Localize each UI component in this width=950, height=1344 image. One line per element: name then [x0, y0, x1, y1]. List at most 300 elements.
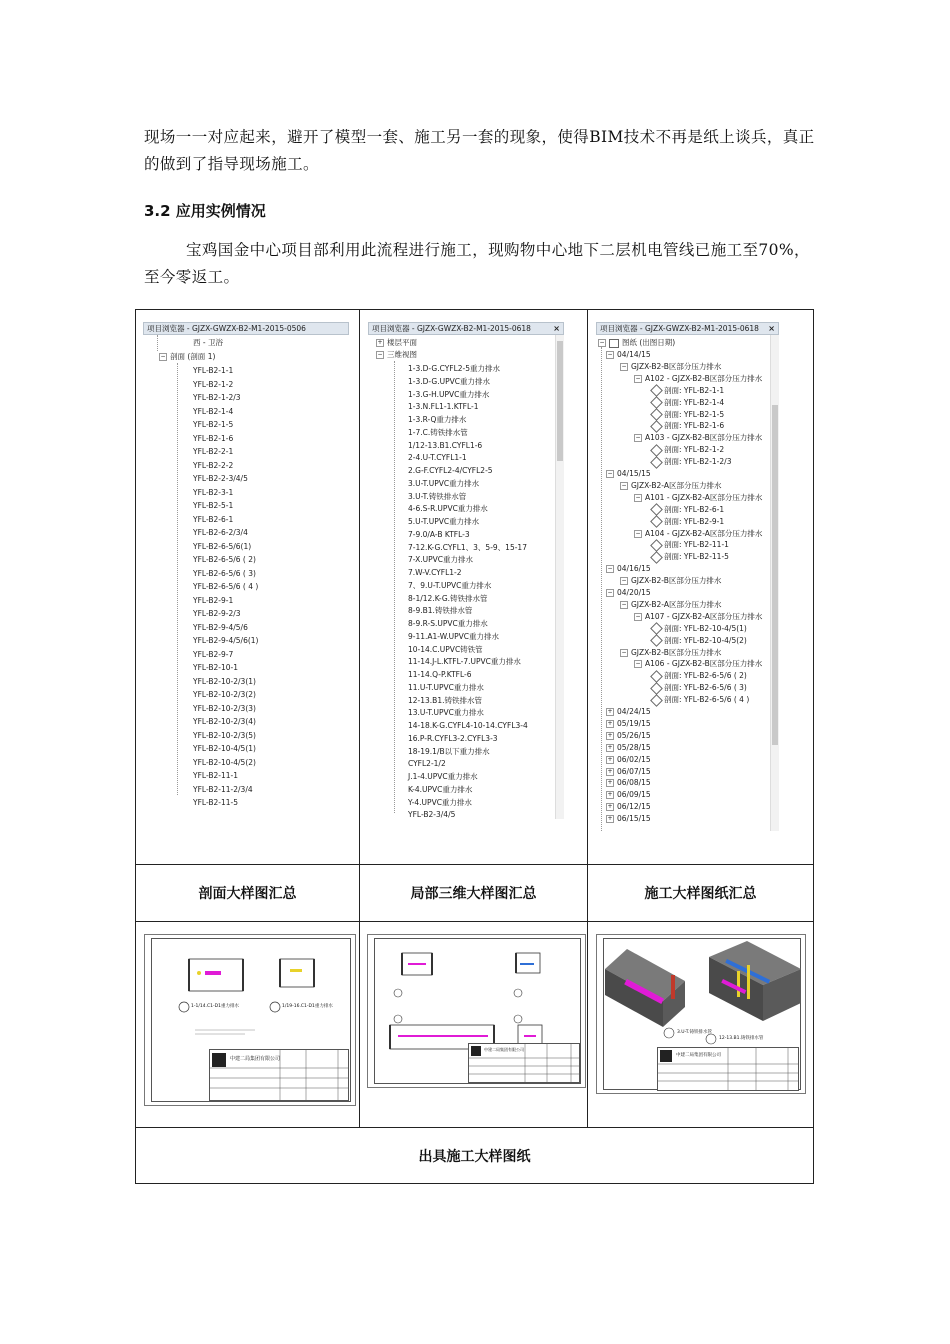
- tree-item-label: 1-3.G-H.UPVC重力排水: [408, 389, 490, 399]
- tree-item[interactable]: [634, 492, 762, 504]
- tree-item[interactable]: [652, 409, 724, 421]
- tree-item-label: YFL-B2-6-5/6(1): [193, 541, 252, 551]
- tree-item[interactable]: [193, 649, 233, 661]
- tree-item[interactable]: [193, 568, 256, 580]
- tree-item[interactable]: [193, 716, 256, 728]
- tree-item-label: 7-9.0/A-B KTFL-3: [408, 529, 470, 539]
- tree-item[interactable]: [193, 676, 256, 688]
- tree-item[interactable]: [606, 789, 651, 801]
- tree-item[interactable]: [193, 446, 233, 458]
- collapse-icon[interactable]: −: [599, 339, 605, 346]
- tree-item[interactable]: [408, 414, 466, 426]
- tree-item-label: 05/28/15: [617, 742, 651, 752]
- table-divider: [359, 921, 360, 1127]
- tree-item-label: YFL-B2-10-4/5(2): [193, 757, 256, 767]
- tree-item-label: 06/15/15: [617, 814, 651, 824]
- tree-item-label: 10-14.C.UPVC铸铁管: [408, 644, 483, 654]
- view-icon: [650, 408, 663, 421]
- table-divider: [136, 864, 813, 865]
- tree-item[interactable]: [193, 406, 233, 418]
- tree-item-label: GJZX-B2-B区部分压力排水: [631, 647, 722, 657]
- tree-item-label: 13.U-T.UPVC重力排水: [408, 708, 484, 718]
- scrollbar[interactable]: [770, 335, 779, 831]
- tree-item[interactable]: [408, 503, 488, 515]
- tree-item-label: GJZX-B2-B区部分压力排水: [631, 576, 722, 586]
- tree-item[interactable]: [652, 682, 747, 694]
- expand-icon[interactable]: +: [607, 815, 613, 823]
- tree-item-label: 剖面: YFL-B2-1-2: [664, 445, 725, 455]
- tree-item[interactable]: [408, 758, 446, 770]
- tree-item-label: 1-3.N.FL1-1.KTFL-1: [408, 402, 479, 412]
- tree-item[interactable]: [193, 730, 256, 742]
- tree-item[interactable]: [652, 444, 724, 456]
- tree-guide: [157, 335, 158, 351]
- tree-item-label: 04/15/15: [617, 469, 651, 478]
- tree-item[interactable]: [193, 527, 248, 539]
- title-block: [468, 1043, 580, 1083]
- tree-item-label: A102 - GJZX-B2-B区部分压力排水: [645, 373, 763, 383]
- tree-item[interactable]: [408, 401, 479, 413]
- tree-item[interactable]: [193, 554, 256, 566]
- tree-node[interactable]: [376, 349, 417, 361]
- tree-item-label: CYFL2-1/2: [408, 759, 446, 769]
- tree-item-label: Y-4.UPVC重力排水: [408, 797, 472, 807]
- tree-item-label: 05/19/15: [617, 718, 651, 728]
- scrollbar[interactable]: [555, 335, 564, 819]
- tree-guide: [394, 361, 395, 813]
- tree-item-label: 1-3.R-Q重力排水: [408, 415, 467, 424]
- tree-item[interactable]: [193, 581, 258, 593]
- tree-item[interactable]: [193, 514, 233, 526]
- tree-item[interactable]: [193, 500, 233, 512]
- tree-item[interactable]: [193, 365, 233, 377]
- tree-item-label: YFL-B2-1-2: [193, 379, 234, 389]
- tree-item[interactable]: [408, 542, 527, 554]
- tree-item-label: GJZX-B2-A区部分压力排水: [631, 599, 722, 609]
- tree-item[interactable]: [620, 480, 721, 492]
- drawing-sheet-1[interactable]: [144, 934, 356, 1106]
- tree-item[interactable]: [652, 456, 731, 468]
- view-icon: [650, 444, 663, 457]
- expand-icon[interactable]: +: [607, 708, 613, 715]
- collapse-icon[interactable]: −: [607, 470, 613, 477]
- collapse-icon[interactable]: −: [621, 362, 627, 370]
- tree-item-label: 04/24/15: [617, 707, 651, 716]
- tree-item-label: YFL-B2-5-1: [193, 501, 234, 510]
- tree-item[interactable]: [652, 385, 724, 397]
- tree-item[interactable]: [408, 720, 528, 732]
- view-icon: [650, 396, 663, 409]
- tree-view[interactable]: [143, 335, 349, 811]
- expand-icon[interactable]: +: [607, 767, 613, 775]
- project-browser-panel-2: [368, 322, 564, 818]
- tree-item[interactable]: [408, 797, 472, 809]
- tree-item-label: 06/09/15: [617, 790, 651, 800]
- tree-item-label: 04/14/15: [617, 350, 651, 359]
- tree-item[interactable]: [408, 440, 482, 452]
- table-divider: [587, 310, 588, 921]
- tree-item-label: 16.P-R.CYFL3-2.CYFL3-3: [408, 733, 498, 743]
- expand-icon[interactable]: +: [607, 791, 613, 799]
- tree-item-label: 剖面: YFL-B2-6-1: [664, 504, 725, 514]
- tree-item-label: YFL-B2-2-2: [193, 460, 234, 470]
- tree-item[interactable]: [620, 647, 721, 659]
- tree-item[interactable]: [606, 587, 651, 599]
- tree-item-label: YFL-B2-9-7: [193, 649, 234, 659]
- tree-item-label: 剖面: YFL-B2-6-5/6 ( 4 ): [664, 695, 750, 705]
- tree-item[interactable]: [408, 695, 482, 707]
- tree-item[interactable]: [408, 605, 472, 617]
- tree-item-label: YFL-B2-6-5/6 ( 3): [193, 568, 256, 578]
- tree-item-label: 剖面: YFL-B2-1-1: [664, 385, 725, 395]
- tree-item-label: 剖面: YFL-B2-9-1: [664, 516, 725, 526]
- tree-item[interactable]: [193, 608, 241, 620]
- tree-item[interactable]: [606, 730, 651, 742]
- tree-item-label: 06/08/15: [617, 778, 651, 788]
- caption-issue-drawings: 出具施工大样图纸: [418, 1149, 531, 1165]
- tree-item[interactable]: [606, 801, 651, 813]
- tree-item-label: YFL-B2-1-5: [193, 420, 234, 429]
- tree-item-label: A107 - GJZX-B2-A区部分压力排水: [645, 611, 763, 621]
- expand-icon[interactable]: +: [607, 719, 613, 727]
- panel-title: [368, 322, 564, 335]
- view-icon: [650, 682, 663, 695]
- tree-root[interactable]: [598, 337, 675, 349]
- expand-icon[interactable]: +: [607, 803, 613, 811]
- tree-item-label: YFL-B2-3/4/5: [408, 810, 456, 820]
- tree-item[interactable]: [193, 473, 248, 485]
- collapse-icon[interactable]: −: [621, 648, 627, 656]
- tree-item-label: YFL-B2-3-1: [193, 487, 234, 497]
- tree-group[interactable]: [159, 351, 215, 363]
- tree-item[interactable]: [193, 379, 233, 391]
- tree-view[interactable]: [596, 335, 779, 831]
- drawing-sheet-3[interactable]: [596, 934, 806, 1094]
- collapse-icon[interactable]: −: [607, 565, 613, 573]
- collapse-icon[interactable]: −: [160, 353, 166, 360]
- tree-item[interactable]: [634, 611, 762, 623]
- tree-item[interactable]: [652, 694, 749, 706]
- tree-item[interactable]: [652, 504, 724, 516]
- tree-item[interactable]: [193, 460, 233, 472]
- caption-3d-details: 局部三维大样图汇总: [410, 886, 537, 902]
- section-heading: 3.2 应用实例情况: [144, 202, 266, 220]
- tree-item[interactable]: [193, 337, 223, 349]
- tree-item[interactable]: [193, 635, 258, 647]
- tree-item-label: 3.U-T.UPVC重力排水: [408, 478, 480, 488]
- view-icon: [650, 694, 663, 707]
- tree-item[interactable]: [408, 529, 470, 541]
- tree-item-label: 06/12/15: [617, 802, 651, 812]
- tree-node[interactable]: [376, 337, 417, 349]
- tree-item-label: 1-3.D-G.UPVC重力排水: [408, 376, 490, 386]
- collapse-icon[interactable]: −: [635, 612, 641, 620]
- tree-item-label: YFL-B2-9-4/5/6: [193, 622, 248, 632]
- tree-item[interactable]: [408, 707, 484, 719]
- tree-item-label: 06/02/15: [617, 754, 651, 764]
- tree-item[interactable]: [193, 770, 238, 782]
- tree-item-label: YFL-B2-9-2/3: [193, 609, 241, 618]
- title-block-grid: [469, 1044, 579, 1082]
- project-browser-panel-3: [596, 322, 779, 830]
- title-block-grid: [210, 1050, 348, 1100]
- collapse-icon[interactable]: −: [377, 351, 383, 358]
- tree-item-label: K-4.UPVC重力排水: [408, 784, 473, 794]
- expand-icon[interactable]: +: [607, 731, 613, 739]
- tree-item[interactable]: [408, 631, 499, 643]
- tree-item-label: YFL-B2-2-1: [193, 447, 234, 456]
- tree-item[interactable]: [193, 689, 256, 701]
- close-icon[interactable]: ×: [768, 324, 775, 333]
- collapse-icon[interactable]: −: [635, 493, 641, 501]
- sheets-icon: [609, 339, 619, 348]
- tree-item-label: 剖面: YFL-B2-10-4/5(1): [664, 623, 747, 633]
- tree-item-label: J.1-4.UPVC重力排水: [408, 772, 478, 781]
- tree-item[interactable]: [193, 743, 256, 755]
- drawing-label: 12-13.B1.铸铁排水管: [719, 1036, 764, 1041]
- tree-item[interactable]: [606, 813, 651, 825]
- tree-item-label: 剖面: YFL-B2-6-5/6 ( 3): [664, 683, 747, 693]
- tree-item[interactable]: [408, 669, 472, 681]
- tree-item-label: 剖面: YFL-B2-11-1: [664, 540, 729, 550]
- paragraph-1: 现场一一对应起来，避开了模型一套、施工另一套的现象，使得BIM技术不再是纸上谈兵，真正的做到了指导现场施工。: [144, 128, 815, 173]
- tree-item[interactable]: [634, 528, 762, 540]
- tree-item-label: YFL-B2-6-2/3/4: [193, 528, 248, 537]
- figure-table: [135, 309, 814, 1184]
- tree-item-label: YFL-B2-1-2/3: [193, 393, 241, 402]
- expand-icon[interactable]: +: [607, 755, 613, 763]
- tree-item-label: 剖面: YFL-B2-11-5: [664, 552, 729, 562]
- tree-item[interactable]: [652, 397, 724, 409]
- tree-item[interactable]: [606, 468, 651, 480]
- tree-item[interactable]: [193, 662, 238, 674]
- tree-item[interactable]: [408, 771, 478, 783]
- collapse-icon[interactable]: −: [607, 589, 613, 596]
- tree-item[interactable]: [408, 376, 490, 388]
- tree-item-label: 7.W-V.CYFL1-2: [408, 568, 462, 577]
- tree-item[interactable]: [408, 516, 479, 528]
- tree-item[interactable]: [620, 361, 721, 373]
- tree-item-label: 9-11.A1-W.UPVC重力排水: [408, 631, 500, 641]
- company-name: 中建二局集团有限公司: [676, 1053, 721, 1058]
- tree-item-label: 1/12-13.B1.CYFL1-6: [408, 440, 483, 450]
- tree-item-label: 14-18.K-G.CYFL4-10-14.CYFL3-4: [408, 721, 528, 730]
- tree-item-label: 06/07/15: [617, 766, 651, 776]
- tree-item-label: 12-13.B1.铸铁排水管: [408, 695, 482, 705]
- expand-icon[interactable]: +: [607, 779, 613, 787]
- tree-item[interactable]: [193, 784, 253, 796]
- table-divider: [359, 310, 360, 921]
- tree-item[interactable]: [193, 433, 233, 445]
- collapse-icon[interactable]: −: [607, 351, 613, 358]
- view-icon: [650, 456, 663, 469]
- tree-item-label: GJZX-B2-A区部分压力排水: [631, 480, 722, 490]
- tree-item-label: YFL-B2-10-2/3(1): [193, 676, 256, 686]
- tree-item-label: 西 - 卫浴: [193, 338, 223, 347]
- tree-item[interactable]: [193, 797, 238, 809]
- tree-item[interactable]: [620, 599, 721, 611]
- tree-item-label: 7-X.UPVC重力排水: [408, 555, 474, 565]
- tree-item[interactable]: [408, 363, 500, 375]
- view-icon: [650, 515, 663, 528]
- tree-item-label: 1-3.D-G.CYFL2-5重力排水: [408, 364, 501, 373]
- tree-item[interactable]: [606, 754, 651, 766]
- tree-item-label: YFL-B2-2-3/4/5: [193, 474, 248, 483]
- collapse-icon[interactable]: −: [635, 374, 641, 382]
- expand-icon[interactable]: +: [377, 339, 383, 346]
- tree-item[interactable]: [652, 516, 724, 528]
- tree-item-label: YFL-B2-1-1: [193, 366, 234, 375]
- tree-item-label: YFL-B2-10-2/3(5): [193, 730, 256, 740]
- tree-item-label: YFL-B2-1-4: [193, 406, 234, 416]
- tree-item[interactable]: [652, 635, 747, 647]
- title-block-grid: [658, 1048, 798, 1090]
- tree-item-label: 1-7.C.铸铁排水管: [408, 427, 468, 437]
- tree-item[interactable]: [606, 563, 651, 575]
- tree-root-label: 图纸 (出图日期): [622, 338, 676, 347]
- table-divider: [136, 1127, 813, 1128]
- tree-item[interactable]: [193, 622, 248, 634]
- tree-item[interactable]: [620, 575, 721, 587]
- drawing-label: 3.U-T.铸铁排水管: [677, 1030, 712, 1035]
- tree-item-label: 剖面: YFL-B2-1-4: [664, 397, 725, 407]
- tree-item-label: 8-9.R-S.UPVC重力排水: [408, 619, 488, 628]
- collapse-icon[interactable]: −: [635, 660, 641, 668]
- tree-item-label: YFL-B2-6-1: [193, 514, 234, 524]
- tree-item[interactable]: [408, 784, 472, 796]
- tree-item[interactable]: [408, 656, 521, 668]
- tree-item[interactable]: [193, 419, 233, 431]
- tree-item-label: 04/20/15: [617, 588, 651, 597]
- tree-item-label: A103 - GJZX-B2-B区部分压力排水: [645, 433, 763, 443]
- tree-item-label: 11.U-T.UPVC重力排水: [408, 682, 484, 692]
- tree-item[interactable]: [193, 487, 233, 499]
- tree-item[interactable]: [408, 682, 484, 694]
- tree-item[interactable]: [408, 644, 483, 656]
- tree-item[interactable]: [652, 670, 747, 682]
- tree-item-label: GJZX-B2-B区部分压力排水: [631, 361, 722, 371]
- tree-view[interactable]: [368, 335, 564, 819]
- tree-item-label: 2-4.U-T.CYFL1-1: [408, 453, 467, 463]
- tree-item[interactable]: [606, 766, 651, 778]
- tree-item-label: 5.U-T.UPVC重力排水: [408, 517, 480, 526]
- tree-item-label: YFL-B2-10-2/3(2): [193, 690, 256, 699]
- tree-item-label: YFL-B2-11-2/3/4: [193, 784, 253, 794]
- tree-item-label: YFL-B2-10-2/3(3): [193, 703, 256, 713]
- collapse-icon[interactable]: −: [635, 434, 641, 442]
- paragraph-2: 宝鸡国金中心项目部利用此流程进行施工，现购物中心地下二层机电管线已施工至70%，至今零返工。: [144, 241, 810, 286]
- tree-guide: [177, 363, 178, 795]
- tree-item-label: 4-6.S-R.UPVC重力排水: [408, 504, 488, 514]
- tree-item-label: YFL-B2-11-1: [193, 771, 239, 780]
- view-icon: [650, 551, 663, 564]
- tree-item-label: YFL-B2-10-2/3(4): [193, 717, 256, 726]
- caption-section-details: 剖面大样图汇总: [198, 886, 297, 902]
- project-browser-panel-1: [143, 322, 349, 810]
- tree-item-label: YFL-B2-11-5: [193, 798, 239, 807]
- tree-item[interactable]: [408, 478, 479, 490]
- tree-item[interactable]: [408, 389, 489, 401]
- tree-item-label: YFL-B2-6-5/6 ( 4 ): [193, 582, 259, 591]
- tree-item[interactable]: [408, 733, 498, 745]
- tree-item[interactable]: [652, 420, 724, 432]
- tree-item-label: 7、9.U-T.UPVC重力排水: [408, 580, 492, 590]
- tree-item-label: 11-14.J-L.KTFL-7.UPVC重力排水: [408, 657, 521, 667]
- tree-item-label: YFL-B2-9-4/5/6(1): [193, 636, 259, 645]
- tree-item[interactable]: [193, 703, 256, 715]
- drawing-sheet-2[interactable]: [367, 934, 586, 1088]
- tree-item[interactable]: [606, 777, 651, 789]
- tree-item[interactable]: [408, 452, 467, 464]
- tree-item[interactable]: [652, 539, 729, 551]
- tree-item[interactable]: [193, 595, 233, 607]
- tree-item[interactable]: [408, 491, 466, 503]
- collapse-icon[interactable]: −: [621, 481, 627, 489]
- collapse-icon[interactable]: −: [621, 577, 627, 585]
- tree-item-label: 11-14.Q-P.KTFL-6: [408, 670, 472, 679]
- tree-item[interactable]: [193, 757, 256, 769]
- tree-item[interactable]: [408, 746, 490, 758]
- scrollbar-thumb[interactable]: [772, 405, 778, 745]
- tree-item-label: YFL-B2-10-1: [193, 663, 239, 672]
- tree-item[interactable]: [408, 618, 488, 630]
- tree-guide: [601, 347, 602, 831]
- tree-item-label: 05/26/15: [617, 730, 651, 740]
- tree-item[interactable]: [408, 427, 468, 439]
- caption-construction-drawings: 施工大样图纸汇总: [644, 886, 757, 902]
- tree-item-label: 剖面: YFL-B2-10-4/5(2): [664, 635, 747, 645]
- expand-icon[interactable]: +: [607, 743, 613, 751]
- tree-item[interactable]: [606, 706, 651, 718]
- tree-item[interactable]: [193, 541, 251, 553]
- collapse-icon[interactable]: −: [635, 529, 641, 537]
- tree-item[interactable]: [606, 718, 651, 730]
- tree-item[interactable]: [634, 658, 762, 670]
- close-icon[interactable]: ×: [553, 324, 560, 333]
- tree-item-label: 剖面: YFL-B2-6-5/6 ( 2): [664, 671, 747, 681]
- tree-item[interactable]: [408, 554, 473, 566]
- tree-item[interactable]: [408, 567, 462, 579]
- tree-item[interactable]: [193, 392, 241, 404]
- drawing-label: 1/19-16.C1-D1重力排水: [282, 1004, 333, 1009]
- company-name: 中建二局集团有限公司: [230, 1056, 281, 1062]
- tree-item[interactable]: [606, 349, 651, 361]
- scrollbar-thumb[interactable]: [557, 341, 563, 461]
- view-icon: [650, 539, 663, 552]
- tree-item[interactable]: [634, 373, 762, 385]
- tree-item[interactable]: [634, 432, 762, 444]
- tree-item[interactable]: [408, 593, 488, 605]
- collapse-icon[interactable]: −: [621, 600, 627, 608]
- title-block: [209, 1049, 349, 1101]
- tree-node-label: 楼层平面: [387, 338, 417, 347]
- view-icon: [650, 420, 663, 433]
- tree-item-label: 3.U-T.铸铁排水管: [408, 491, 467, 501]
- tree-item-label: YFL-B2-1-6: [193, 433, 234, 443]
- tree-item-label: A101 - GJZX-B2-A区部分压力排水: [645, 492, 763, 502]
- tree-item[interactable]: [408, 809, 455, 821]
- tree-item[interactable]: [408, 465, 493, 477]
- tree-item-label: A106 - GJZX-B2-B区部分压力排水: [645, 659, 763, 669]
- title-block: [657, 1047, 799, 1091]
- tree-item[interactable]: [652, 623, 747, 635]
- tree-item[interactable]: [606, 742, 651, 754]
- tree-item[interactable]: [652, 551, 729, 563]
- view-icon: [650, 670, 663, 683]
- tree-item[interactable]: [408, 580, 491, 592]
- tree-item-label: YFL-B2-6-5/6 ( 2): [193, 555, 256, 564]
- tree-item-label: 剖面: YFL-B2-1-5: [664, 409, 725, 419]
